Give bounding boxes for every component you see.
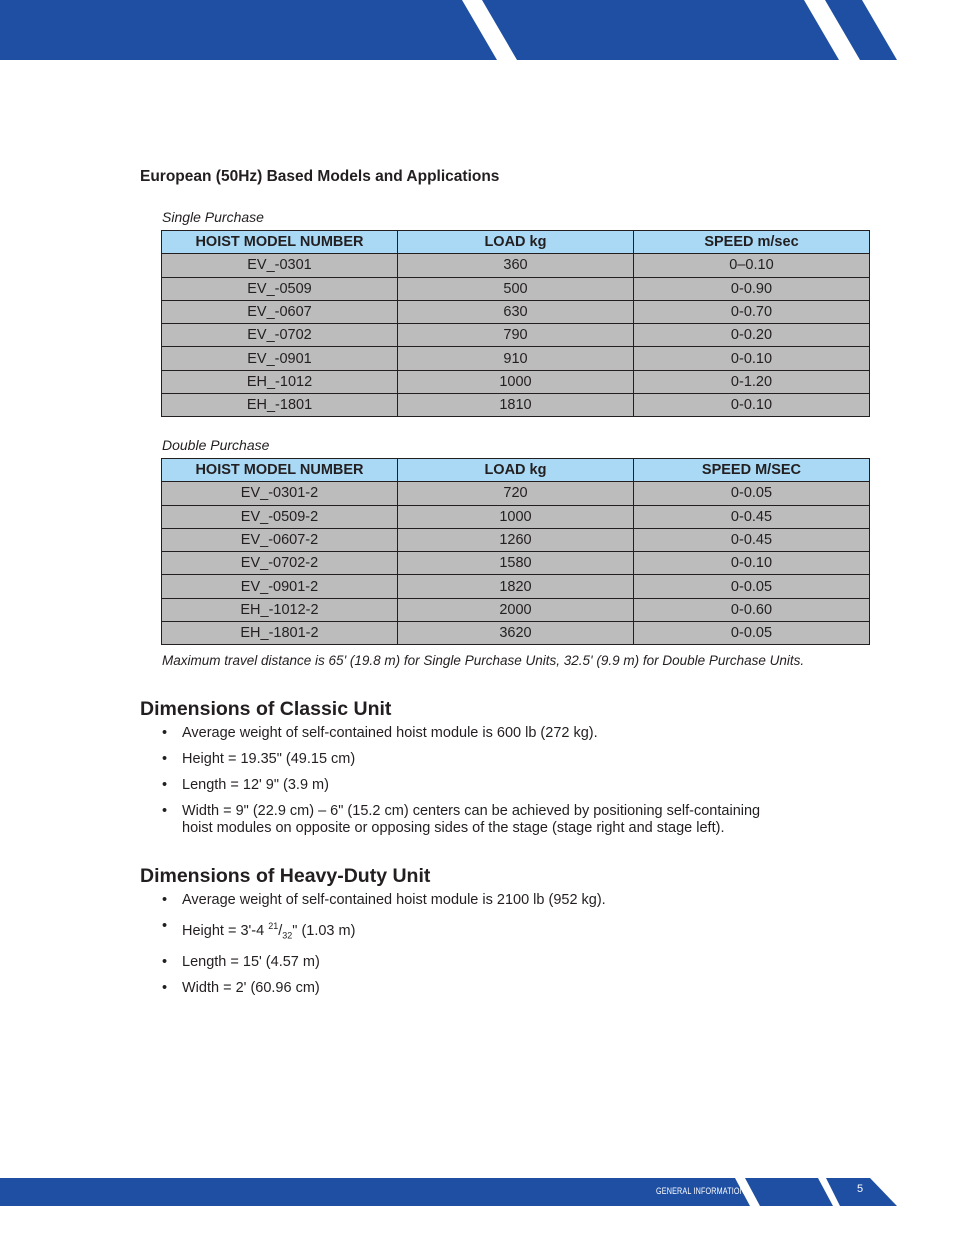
table-row — [162, 370, 870, 393]
speed-cell: 0-0.60 — [633, 598, 869, 621]
fraction-numerator: 21 — [268, 921, 279, 931]
speed-cell: 0-0.05 — [633, 482, 869, 505]
load-cell: 1810 — [397, 394, 633, 417]
load-cell: 1000 — [397, 370, 633, 393]
speed-cell: 0–0.10 — [633, 254, 869, 277]
heavy-duty-unit-list — [162, 892, 762, 1006]
speed-cell: 0-0.45 — [633, 528, 869, 551]
heavy-duty-unit-heading: Dimensions of Heavy-Duty Unit — [140, 865, 431, 887]
classic-unit-list — [162, 725, 762, 846]
column-header-model: HOIST MODEL NUMBER — [162, 231, 398, 254]
table-row — [162, 575, 870, 598]
model-cell: EH_-1012 — [162, 370, 398, 393]
model-cell: EH_-1801-2 — [162, 622, 398, 645]
table-row — [162, 552, 870, 575]
model-cell: EV_-0301-2 — [162, 482, 398, 505]
list-item: • Height = 19.35" (49.15 cm) — [162, 751, 762, 768]
table-row — [162, 482, 870, 505]
list-item: • Height = 3'-4 $^{21}/_{32}$" (1.03 m) — [162, 918, 762, 945]
height-prefix: Height = 3'-4 — [182, 922, 269, 939]
column-header-speed: SPEED M/SEC — [633, 459, 869, 482]
load-cell: 3620 — [397, 622, 633, 645]
load-cell: 1000 — [397, 505, 633, 528]
single-purchase-table — [161, 230, 870, 417]
speed-cell: 0-0.10 — [633, 552, 869, 575]
classic-unit-heading: Dimensions of Classic Unit — [140, 698, 392, 720]
load-cell: 1820 — [397, 575, 633, 598]
table-row — [162, 505, 870, 528]
list-item: • Average weight of self-contained hoist module is 2100 lb (952 kg). — [162, 892, 762, 909]
list-item: • Length = 12' 9" (3.9 m) — [162, 777, 762, 794]
column-header-load: LOAD kg — [397, 459, 633, 482]
model-cell: EV_-0901 — [162, 347, 398, 370]
table-row — [162, 277, 870, 300]
height-suffix: " (1.03 m) — [292, 922, 356, 939]
footer-band — [0, 1178, 954, 1206]
load-cell: 1580 — [397, 552, 633, 575]
model-cell: EV_-0607-2 — [162, 528, 398, 551]
load-cell: 500 — [397, 277, 633, 300]
model-cell: EH_-1012-2 — [162, 598, 398, 621]
table-row — [162, 394, 870, 417]
model-cell: EH_-1801 — [162, 394, 398, 417]
speed-cell: 0-0.45 — [633, 505, 869, 528]
table-row — [162, 347, 870, 370]
table-header-row — [162, 231, 870, 254]
section-title: European (50Hz) Based Models and Applications — [140, 168, 500, 185]
table-row — [162, 254, 870, 277]
load-cell: 910 — [397, 347, 633, 370]
column-header-speed: SPEED m/sec — [633, 231, 869, 254]
table-header-row — [162, 459, 870, 482]
column-header-load: LOAD kg — [397, 231, 633, 254]
table-row — [162, 622, 870, 645]
footer-section-label: GENERAL INFORMATION — [656, 1186, 746, 1196]
double-purchase-table — [161, 458, 870, 645]
single-purchase-caption: Single Purchase — [162, 209, 264, 225]
speed-cell: 0-0.90 — [633, 277, 869, 300]
model-cell: EV_-0509-2 — [162, 505, 398, 528]
model-cell: EV_-0901-2 — [162, 575, 398, 598]
speed-cell: 0-0.05 — [633, 622, 869, 645]
load-cell: 720 — [397, 482, 633, 505]
speed-cell: 0-0.20 — [633, 324, 869, 347]
column-header-model: HOIST MODEL NUMBER — [162, 459, 398, 482]
speed-cell: 0-0.10 — [633, 394, 869, 417]
table-row — [162, 324, 870, 347]
model-cell: EV_-0702 — [162, 324, 398, 347]
fraction-denominator: 32 — [282, 930, 293, 941]
list-item: • Width = 9" (22.9 cm) – 6" (15.2 cm) centers can be achieved by positioning self-containing hoist modules on opposite or opposing sides of the stage (stage right and stage left). — [162, 803, 762, 837]
speed-cell: 0-0.70 — [633, 300, 869, 323]
load-cell: 2000 — [397, 598, 633, 621]
page-number: 5 — [857, 1183, 864, 1195]
model-cell: EV_-0702-2 — [162, 552, 398, 575]
double-purchase-caption: Double Purchase — [162, 437, 270, 453]
model-cell: EV_-0301 — [162, 254, 398, 277]
model-cell: EV_-0607 — [162, 300, 398, 323]
load-cell: 360 — [397, 254, 633, 277]
table-row — [162, 300, 870, 323]
list-item: • Length = 15' (4.57 m) — [162, 954, 762, 971]
table-row — [162, 528, 870, 551]
table-row — [162, 598, 870, 621]
speed-cell: 0-0.05 — [633, 575, 869, 598]
speed-cell: 0-1.20 — [633, 370, 869, 393]
load-cell: 630 — [397, 300, 633, 323]
travel-distance-note: Maximum travel distance is 65' (19.8 m) for Single Purchase Units, 32.5' (9.9 m) for Double Purchase Units. — [162, 653, 805, 668]
speed-cell: 0-0.10 — [633, 347, 869, 370]
list-item: • Width = 2' (60.96 cm) — [162, 980, 762, 997]
header-band — [0, 0, 954, 60]
model-cell: EV_-0509 — [162, 277, 398, 300]
load-cell: 1260 — [397, 528, 633, 551]
list-item: • Average weight of self-contained hoist module is 600 lb (272 kg). — [162, 725, 762, 742]
load-cell: 790 — [397, 324, 633, 347]
